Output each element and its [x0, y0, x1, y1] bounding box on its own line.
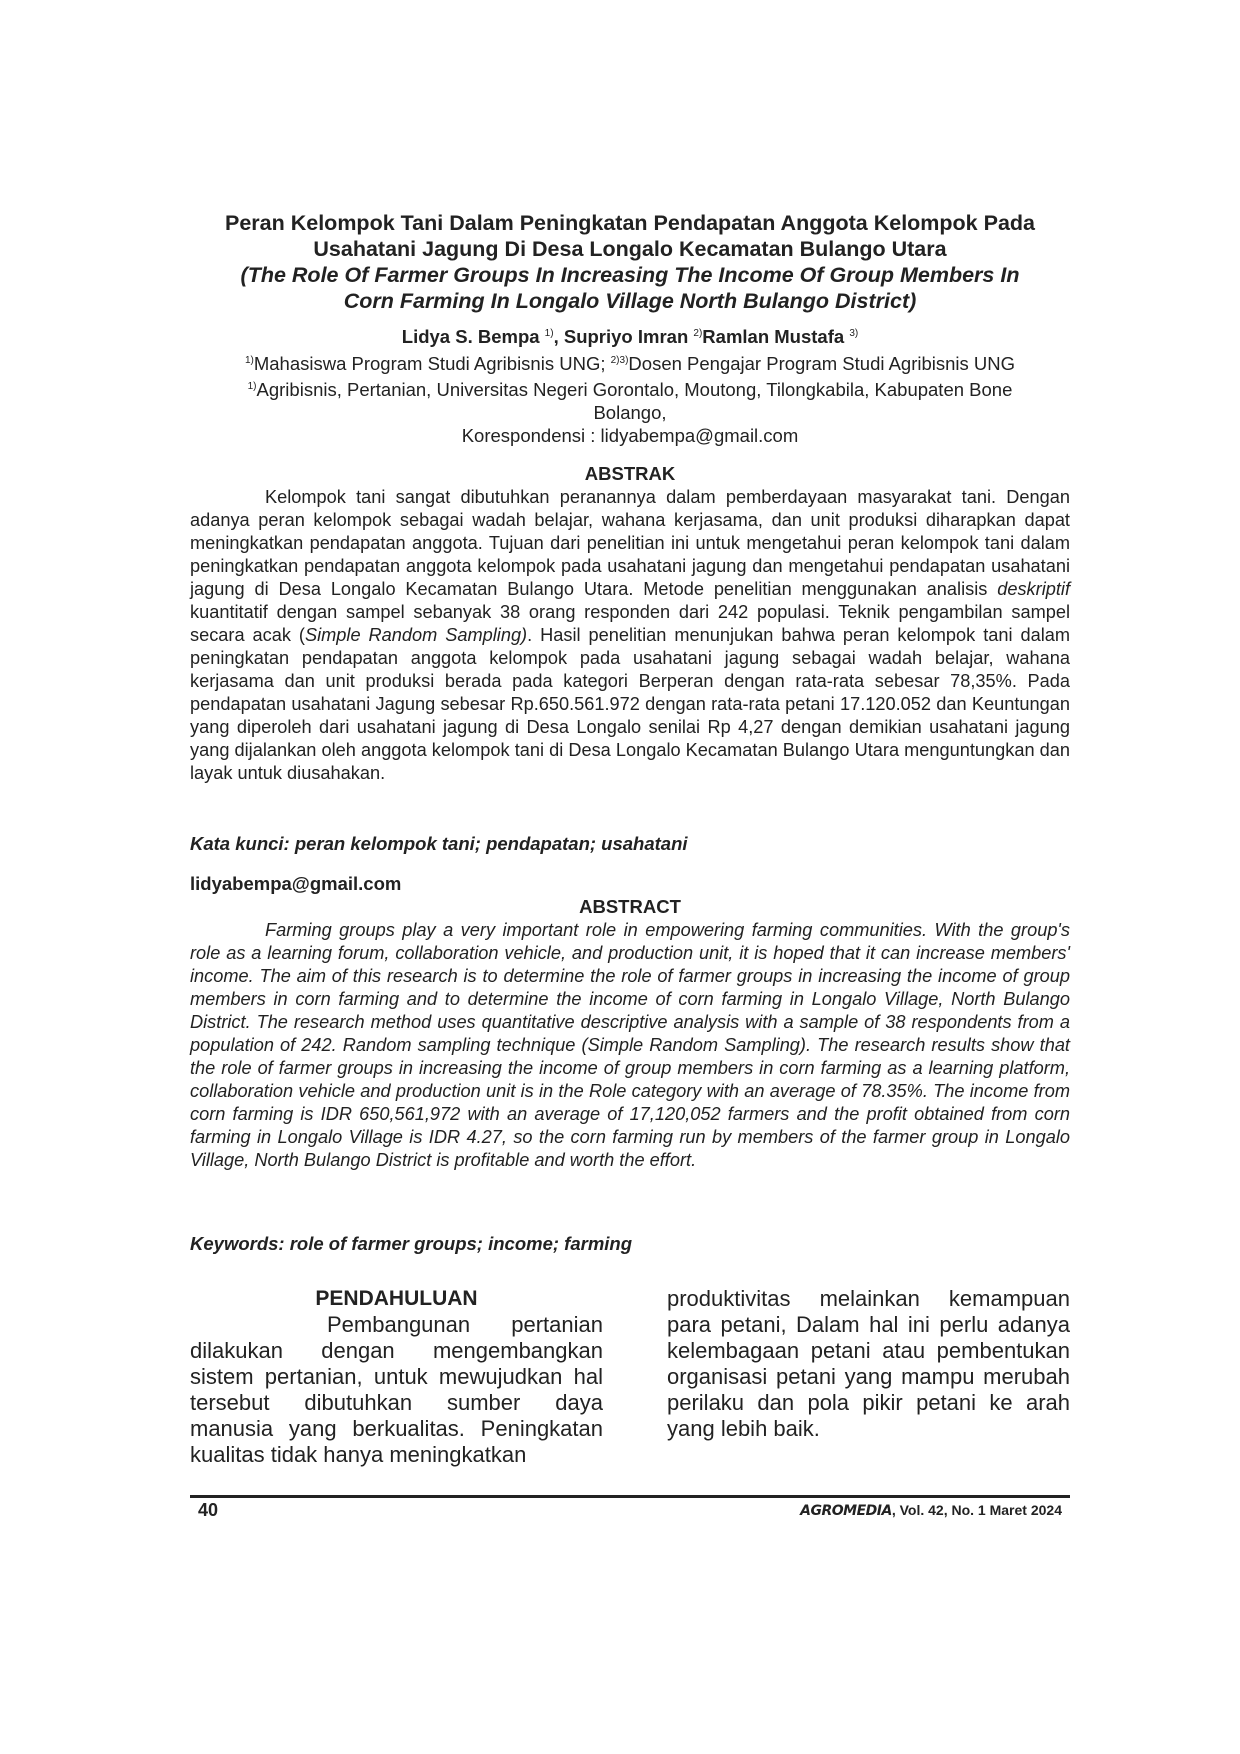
title-id-line2: Usahatani Jagung Di Desa Longalo Kecamatan Bulango Utara [313, 237, 947, 261]
title-english [190, 262, 1070, 314]
abstrak-italic-1: deskriptif [997, 579, 1070, 599]
author-1-sup: 1) [544, 328, 554, 339]
abstrak-body [190, 486, 1070, 785]
footer-rule [190, 1495, 1070, 1498]
author-email: lidyabempa@gmail.com [190, 873, 402, 894]
abstract-paragraph: Farming groups play a very important role in empowering farming communities. With the group's role as a learning forum, collaboration vehicle, and production unit, it is hoped that it can increase members' income. The aim of this research is to determine the role of farmer groups in increasing the income of group members in corn farming and to determine the income of corn farming in Longalo Village, North Bulango District. The research method uses quantitative descriptive analysis with a sample of 38 respondents from a population of 242. Random sampling technique (Simple Random Sampling). The research results show that the role of farmer groups in increasing the income of group members in corn farming as a learning platform, collaboration vehicle and production unit is in the Role category with an average of 78.35%. The income from corn farming is IDR 650,561,972 with an average of 17,120,052 farmers and the profit obtained from corn farming in Longalo Village is IDR 4.27, so the corn farming run by members of the farmer group in Longalo Village, North Bulango District is profitable and worth the effort. [190, 920, 1070, 1170]
abstrak-text-2: kuantitatif dengan sampel sebanyak 38 orang responden dari 242 populasi. Teknik pengambilan sampel secara acak ( [190, 602, 1070, 645]
title-id-line1: Peran Kelompok Tani Dalam Peningkatan Pendapatan Anggota Kelompok Pada [225, 211, 1035, 235]
affiliation-line-3: Bolango, [593, 402, 667, 424]
affiliation-line-2 [190, 375, 1070, 401]
author-1: Lidya S. Bempa [401, 326, 540, 348]
author-3-sup: 3) [849, 328, 859, 339]
affiliation-lecturers: Dosen Pengajar Program Studi Agribisnis UNG [628, 353, 1016, 375]
abstract-body [190, 919, 1070, 1172]
author-3: Ramlan Mustafa [702, 326, 845, 348]
intro-left-text: Pembangunan pertanian dilakukan dengan mengembangkan sistem pertanian, untuk mewujudkan hal tersebut dibutuhkan sumber daya manusia yang berkualitas. Peningkatan kualitas tidak hanya meningkatkan [190, 1312, 603, 1467]
title-en-line1: (The Role Of Farmer Groups In Increasing The Income Of Group Members In [240, 263, 1020, 287]
affiliation-sup-23: 2)3) [610, 355, 629, 367]
abstrak-text-1: Kelompok tani sangat dibutuhkan peranannya dalam pemberdayaan masyarakat tani. Dengan adanya peran kelompok sebagai wadah belajar, wahana kerjasama, dan unit produksi diharapkan dapat meningkatkan pendapatan anggota. Tujuan dari penelitian ini untuk mengetahui peran kelompok tani dalam peningkatkan pendapatan anggota kelompok pada usahatani jagung dan mengetahui pendapatan usahatani jagung di Desa Longalo Kecamatan Bulango Utara. Metode penelitian menggunakan analisis [190, 487, 1070, 599]
author-list [190, 322, 1070, 349]
title-block [190, 210, 1070, 447]
intro-right-text: produktivitas melainkan kemampuan para petani, Dalam hal ini perlu adanya kelembagaan petani atau pembentukan organisasi petani yang mampu merubah perilaku dan pola pikir petani ke arah yang lebih baik. [667, 1286, 1070, 1441]
correspondence: Korespondensi : lidyabempa@gmail.com [461, 425, 799, 447]
affiliation-sup-1: 1) [244, 355, 254, 367]
abstract-heading: ABSTRACT [579, 896, 681, 917]
author-2-sup: 2) [693, 328, 703, 339]
abstrak-italic-2: Simple Random Sampling) [304, 625, 528, 645]
abstrak-heading: ABSTRAK [584, 463, 676, 484]
journal-volume: , Vol. 42, No. 1 Maret 2024 [891, 1502, 1062, 1518]
abstrak-keywords: Kata kunci: peran kelompok tani; pendapatan; usahatani [190, 833, 688, 854]
affiliation-students: Mahasiswa Program Studi Agribisnis UNG; [253, 353, 606, 375]
abstrak-text-3: . Hasil penelitian menunjukan bahwa peran kelompok tani dalam peningkatan pendapatan anggota kelompok pada usahatani jagung sebagai wadah belajar, wahana kerjasama dan unit produksi berada pada kategori Berperan dengan rata-rata sebesar 78,35%. Pada pendapatan usahatani Jagung sebesar Rp.650.561.972 dengan rata-rata petani 17.120.052 dan Keuntungan yang diperoleh dari usahatani jagung di Desa Longalo senilai Rp 4,27 dengan demikian usahatani jagung yang dijalankan oleh anggota kelompok tani di Desa Longalo Kecamatan Bulango Utara menguntungkan dan layak untuk diusahakan. [190, 625, 1071, 783]
column-right [667, 1286, 1070, 1442]
page-number: 40 [198, 1500, 219, 1520]
author-2: , Supriyo Imran [553, 326, 689, 348]
abstract-keywords: Keywords: role of farmer groups; income; farming [190, 1233, 633, 1254]
column-left [190, 1286, 603, 1468]
affiliation-sup-addr: 1) [247, 381, 257, 393]
title-indonesian [190, 210, 1070, 262]
intro-heading: PENDAHULUAN [315, 1287, 478, 1310]
journal-info [800, 1502, 1062, 1519]
affiliation-line-1 [190, 349, 1070, 375]
abstrak-paragraph [190, 486, 1070, 785]
journal-name: AGROMEDIA [800, 1503, 892, 1519]
affiliation-address: Agribisnis, Pertanian, Universitas Negeri Gorontalo, Moutong, Tilongkabila, Kabupaten Bone [256, 379, 1013, 401]
title-en-line2: Corn Farming In Longalo Village North Bulango District) [343, 289, 917, 313]
